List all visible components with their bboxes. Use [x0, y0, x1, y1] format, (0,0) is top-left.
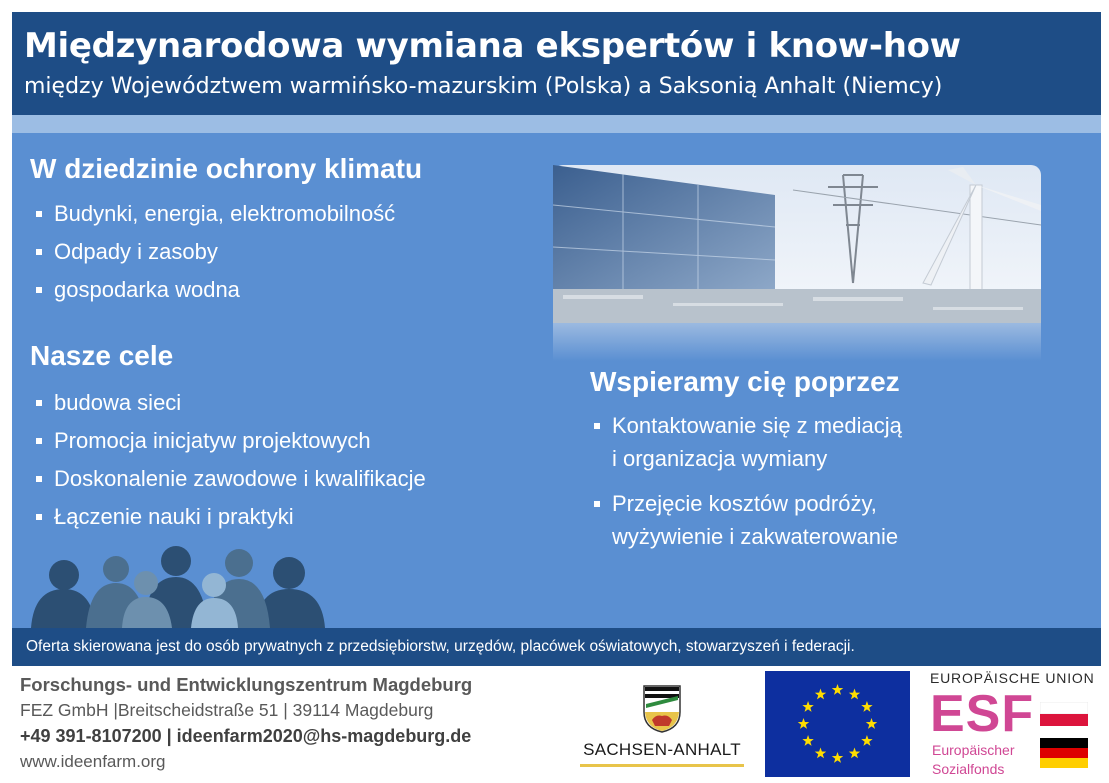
sachsen-anhalt-underline: [580, 764, 744, 767]
organization-contact: +49 391-8107200 | ideenfarm2020@hs-magdeburg.de: [20, 726, 472, 746]
eu-flag-icon: [765, 671, 910, 777]
list-item: Kontaktowanie się z mediacją i organizacja wymiany: [590, 409, 902, 475]
list-item: Przejęcie kosztów podróży, wyżywienie i zakwaterowanie: [590, 487, 902, 553]
header-divider-stripe: [12, 115, 1101, 133]
list-item: Doskonalenie zawodowe i kwalifikacje: [32, 460, 426, 498]
esf-letters: ESF: [930, 685, 1035, 743]
poland-flag-icon: [1040, 702, 1088, 726]
sachsen-anhalt-logo: [576, 680, 748, 774]
esf-label-line2: Sozialfonds: [932, 761, 1005, 777]
list-item: Odpady i zasoby: [32, 233, 395, 271]
footer: [0, 666, 1109, 783]
page-title: Międzynarodowa wymiana ekspertów i know-how: [24, 26, 961, 66]
header-banner: [12, 12, 1101, 115]
organization-name: Forschungs- und Entwicklungszentrum Magdeburg: [20, 674, 473, 695]
list-item: Promocja inicjatyw projektowych: [32, 422, 426, 460]
organization-website: www.ideenfarm.org: [20, 752, 166, 771]
info-bar: [12, 628, 1101, 666]
sachsen-anhalt-coat-of-arms-icon: [642, 684, 682, 734]
main-panel: [12, 133, 1101, 628]
sachsen-anhalt-label: SACHSEN-ANHALT: [583, 740, 741, 759]
list-item: Budynki, energia, elektromobilność: [32, 195, 395, 233]
support-heading: Wspieramy cię poprzez: [590, 366, 900, 397]
esf-label-line1: Europäischer: [932, 742, 1015, 758]
goals-list: [32, 384, 426, 536]
esf-logo: [930, 670, 1105, 780]
organization-address: FEZ GmbH |Breitscheidstraße 51 | 39114 Magdeburg: [20, 700, 434, 720]
list-item: Łączenie nauki i praktyki: [32, 498, 426, 536]
climate-heading: W dziedzinie ochrony klimatu: [30, 153, 423, 184]
support-list: [590, 409, 902, 565]
goals-heading: Nasze cele: [30, 340, 174, 371]
germany-flag-icon: [1040, 738, 1088, 768]
target-audience-text: Oferta skierowana jest do osób prywatnych z przedsiębiorstw, urzędów, placówek oświatowych, stowarzyszeń i federacji.: [26, 638, 855, 655]
list-item: budowa sieci: [32, 384, 426, 422]
esf-union-label: EUROPÄISCHE UNION: [930, 670, 1095, 686]
people-silhouettes-graphic: [26, 543, 326, 628]
list-item: gospodarka wodna: [32, 271, 395, 309]
page-subtitle: między Województwem warmińsko-mazurskim (Polska) a Saksonią Anhalt (Niemcy): [24, 74, 943, 99]
renewable-energy-photo: [553, 165, 1041, 361]
climate-list: [32, 195, 395, 309]
